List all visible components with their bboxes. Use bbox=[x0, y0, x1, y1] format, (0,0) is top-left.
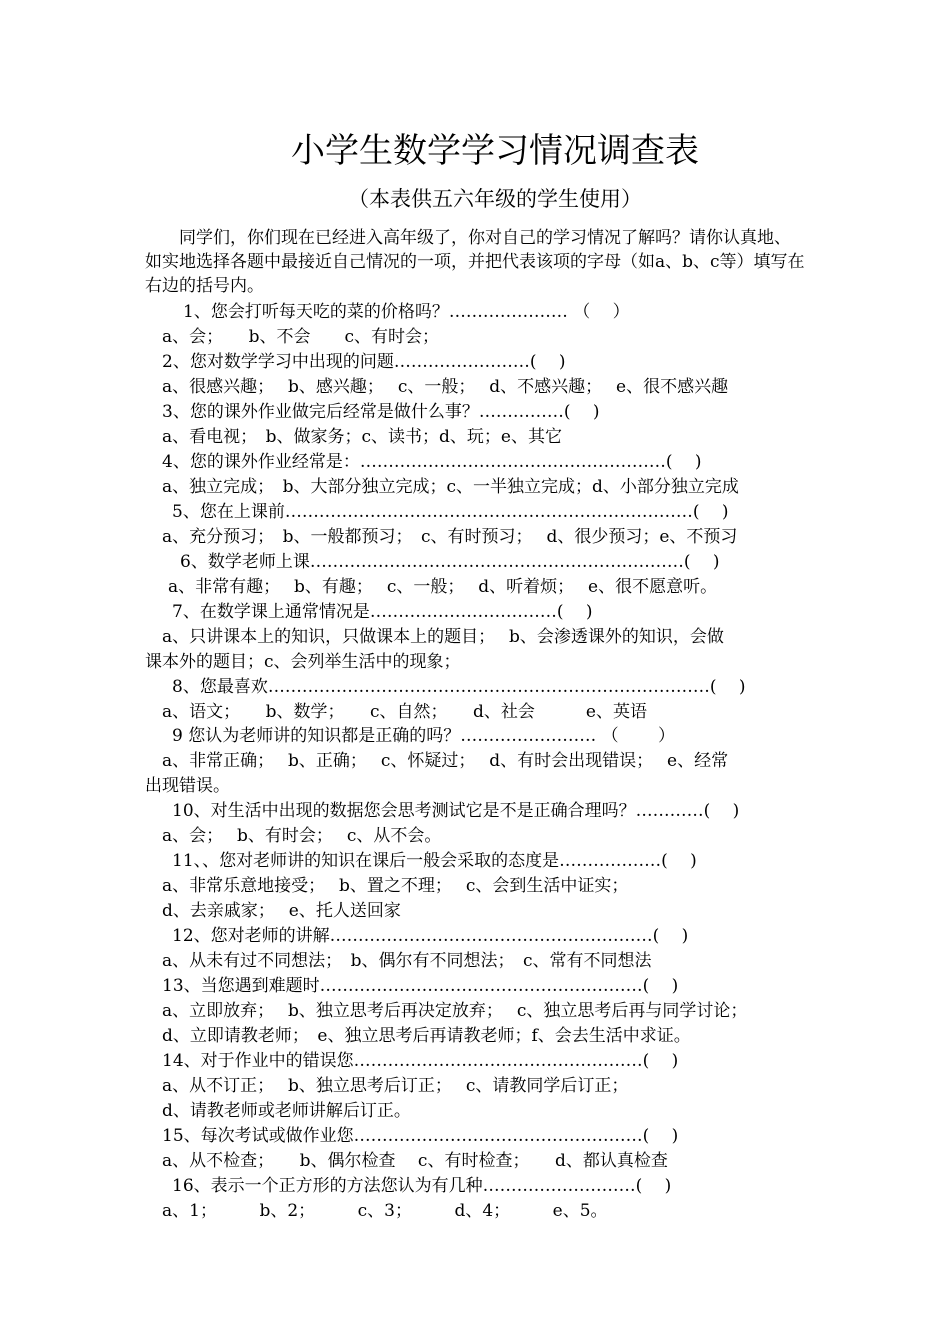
question-2-options: a、很感兴趣； b、感兴趣； c、一般； d、不感兴趣； e、很不感兴趣 bbox=[162, 377, 729, 397]
question-11-options-cont: d、去亲戚家； e、托人送回家 bbox=[162, 901, 401, 921]
question-6-options: a、非常有趣； b、有趣； c、一般； d、听着烦； e、很不愿意听。 bbox=[168, 577, 718, 597]
question-11-options: a、非常乐意地接受； b、置之不理； c、会到生活中证实； bbox=[162, 876, 629, 896]
page-subtitle: （本表供五六年级的学生使用） bbox=[348, 187, 642, 211]
question-15: 15、每次考试或做作业您……………………………………………( ) bbox=[162, 1126, 679, 1146]
question-4-options: a、独立完成； b、大部分独立完成；c、一半独立完成；d、小部分独立完成 bbox=[162, 477, 739, 497]
question-13-options-cont: d、立即请教老师； e、独立思考后再请教老师；f、会去生活中求证。 bbox=[162, 1026, 691, 1046]
question-5: 5、您在上课前………………………………………………………………( ) bbox=[172, 502, 729, 522]
question-14-options-cont: d、请教老师或老师讲解后订正。 bbox=[162, 1101, 411, 1121]
page-title: 小学生数学学习情况调查表 bbox=[291, 131, 699, 171]
question-1: 1、您会打听每天吃的菜的价格吗？………………… （ ） bbox=[183, 302, 630, 322]
question-12-options: a、从未有过不同想法； b、偶尔有不同想法； c、常有不同想法 bbox=[162, 951, 652, 971]
question-14: 14、对于作业中的错误您……………………………………………( ) bbox=[162, 1051, 679, 1071]
question-9-options: a、非常正确； b、正确； c、怀疑过； d、有时会出现错误； e、经常 bbox=[162, 751, 729, 771]
question-8-options: a、语文； b、数学； c、自然； d、社会 e、英语 bbox=[162, 702, 647, 722]
question-7: 7、在数学课上通常情况是……………………………( ) bbox=[172, 602, 593, 622]
question-10: 10、对生活中出现的数据您会思考测试它是不是正确合理吗？…………( ) bbox=[172, 801, 740, 821]
question-5-options: a、充分预习； b、一般都预习； c、有时预习； d、很少预习；e、不预习 bbox=[162, 527, 738, 547]
question-8: 8、您最喜欢……………………………………………………………………( ) bbox=[172, 677, 746, 697]
question-16: 16、表示一个正方形的方法您认为有几种………………………( ) bbox=[172, 1176, 672, 1196]
intro-paragraph: 同学们，你们现在已经进入高年级了，你对自己的学习情况了解吗？请你认真地、如实地选择各题中最接近自己情况的一项，并把代表该项的字母（如a、b、c等）填写在右边的括号内。 bbox=[145, 228, 805, 296]
question-14-options: a、从不订正； b、独立思考后订正； c、请教同学后订正； bbox=[162, 1076, 629, 1096]
question-16-options: a、1； b、2； c、3； d、4； e、5。 bbox=[162, 1201, 608, 1221]
question-9-options-cont: 出现错误。 bbox=[145, 776, 230, 796]
question-13-options: a、立即放弃； b、独立思考后再决定放弃； c、独立思考后再与同学讨论； bbox=[162, 1001, 748, 1021]
question-7-options: a、只讲课本上的知识，只做课本上的题目； b、会渗透课外的知识，会做 bbox=[162, 627, 724, 647]
question-6: 6、数学老师上课…………………………………………………………( ) bbox=[180, 552, 720, 572]
question-12: 12、您对老师的讲解…………………………………………………( ) bbox=[172, 926, 689, 946]
question-15-options: a、从不检查； b、偶尔检查 c、有时检查； d、都认真检查 bbox=[162, 1151, 668, 1171]
question-10-options: a、会； b、有时会； c、从不会。 bbox=[162, 826, 442, 846]
question-7-options-cont: 课本外的题目；c、会列举生活中的现象； bbox=[145, 652, 461, 672]
question-9: 9 您认为老师讲的知识都是正确的吗？…………………… （ ） bbox=[172, 726, 676, 746]
question-13: 13、当您遇到难题时…………………………………………………( ) bbox=[162, 976, 679, 996]
question-3: 3、您的课外作业做完后经常是做什么事？……………( ) bbox=[162, 402, 600, 422]
question-4: 4、您的课外作业经常是：………………………………………………( ) bbox=[162, 452, 702, 472]
question-2: 2、您对数学学习中出现的问题……………………( ) bbox=[162, 352, 566, 372]
question-1-options: a、会； b、不会 c、有时会； bbox=[162, 327, 440, 347]
question-3-options: a、看电视； b、做家务；c、读书；d、玩；e、其它 bbox=[162, 427, 562, 447]
question-11: 11、、您对老师讲的知识在课后一般会采取的态度是………………( ) bbox=[172, 851, 697, 871]
